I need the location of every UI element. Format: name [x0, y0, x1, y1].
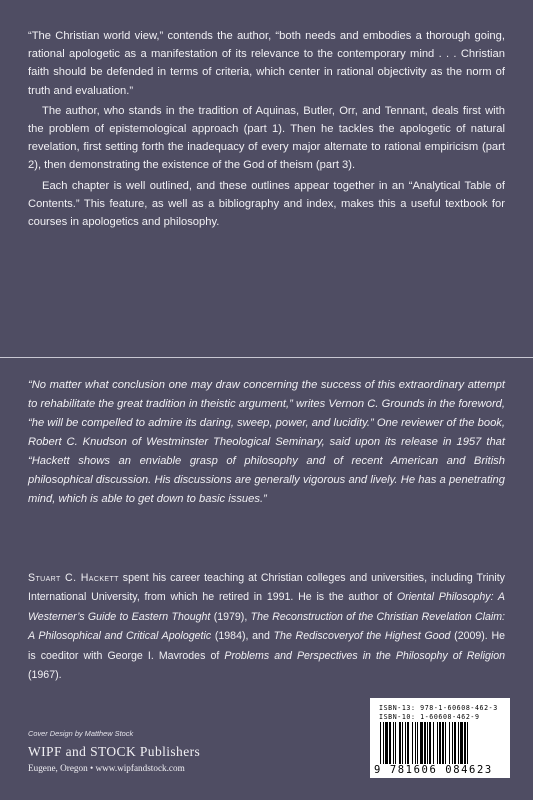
bio-text-segment: (1979), — [210, 610, 251, 623]
isbn-13-label: ISBN-13: 978-1-60608-462-3 — [379, 704, 498, 712]
barcode-bar — [427, 722, 428, 764]
bio-text-segment: (1984), and — [211, 630, 274, 643]
barcode-bar — [452, 722, 453, 764]
barcode-bar — [433, 722, 434, 764]
author-bio-text — [28, 569, 505, 685]
barcode-bar — [467, 722, 468, 764]
barcode-bar — [420, 722, 423, 764]
barcode-bar — [395, 722, 396, 764]
barcode-bar — [439, 722, 441, 764]
barcode-bar — [454, 722, 456, 764]
description-paragraph-1: “The Christian world view,” contends the author, “both needs and embodies a thorough going, rational apologetic as a manifestation of its relevance to the contemporary mind . . . Christian faith should be defended in terms of criteria, which center in rational objectivity as the norm of truth and evaluation.” — [28, 30, 505, 97]
barcode-bar — [429, 722, 431, 764]
barcode-bar — [389, 722, 391, 764]
bio-text-segment: (2009). He is coeditor with George I. Mavrodes of — [28, 630, 506, 662]
book-title: Oriental Philosophy: A Westerner’s Guide to Eastern Thought — [28, 591, 505, 623]
barcode-bar — [437, 722, 438, 764]
barcode-bar — [417, 722, 418, 764]
barcode-bar — [458, 722, 459, 764]
barcode-bar — [405, 722, 406, 764]
description-paragraph-3: Each chapter is well outlined, and these outlines appear together in an “Analytical Table of Contents.” This feature, as well as a bibliography and index, makes this a useful textbook for courses in apologetics and philosophy. — [28, 179, 505, 229]
book-description — [28, 27, 505, 231]
book-title: Problems and Perspectives in the Philosophy of Religion — [224, 649, 505, 662]
barcode-bar — [415, 722, 416, 764]
barcode-bar — [449, 722, 450, 764]
barcode-bar — [385, 722, 388, 764]
barcode-bar — [445, 722, 446, 764]
isbn-10-label: ISBN-10: 1-60608-462-9 — [379, 713, 480, 721]
barcode-bar — [402, 722, 403, 764]
author-bio — [28, 569, 505, 685]
barcode-bar — [383, 722, 384, 764]
section-divider — [0, 357, 533, 358]
cover-design-credit: Cover Design by Matthew Stock — [28, 729, 134, 738]
barcode-digits: 9 781606 084623 — [374, 764, 493, 776]
publisher-name: WIPF and STOCK Publishers — [28, 744, 201, 759]
barcode-bar — [380, 722, 381, 764]
barcode-bar — [460, 722, 463, 764]
author-name: Stuart C. Hackett — [28, 572, 119, 584]
barcode-bar — [407, 722, 409, 764]
barcode-bar — [464, 722, 466, 764]
bio-text-segment: spent his career teaching at Christian colleges and universities, including Trinity International University, from which he retired in 1991. He is the author of — [28, 572, 505, 604]
book-title: The Rediscoveryof the Highest Good — [273, 630, 451, 643]
isbn-barcode — [370, 698, 510, 778]
barcode-bar — [399, 722, 401, 764]
bio-text-segment: (1967). — [28, 669, 62, 682]
barcode-bar — [393, 722, 394, 764]
barcode-bar — [424, 722, 426, 764]
publisher-location: Eugene, Oregon • www.wipfandstock.com — [28, 763, 185, 773]
barcode-bar — [412, 722, 413, 764]
review-quote — [28, 376, 505, 509]
description-paragraph-2: The author, who stands in the tradition of Aquinas, Butler, Orr, and Tennant, deals first with the problem of epistemological approach (part 1). Then he tackles the apologetic of natural revelation, first setting forth the inadequacy of every major alternate to rational empiricism (part 2), then demonstrating the existence of the God of theism (part 3). — [28, 104, 505, 172]
book-title: The Reconstruction of the Christian Revelation Claim: A Philosophical and Critical Apologetic — [28, 610, 506, 643]
barcode-bars-icon — [380, 722, 502, 764]
barcode-bar — [442, 722, 444, 764]
review-quote-text: “No matter what conclusion one may draw concerning the success of this extraordinary attempt to rehabilitate the great tradition in theistic argument,” writes Vernon C. Grounds in the foreword, “he will be compelled to admire its daring, sweep, power, and lucidity.” One reviewer of the book, Robert C. Knudson of Westminster Theological Seminary, said upon its release in 1957 that “Hackett shows an enviable grasp of philosophy and of recent American and British philosophical discussion. His discussions are generally vigorous and lively. He has a penetrating mind, which is able to get down to basic issues.” — [28, 379, 505, 505]
